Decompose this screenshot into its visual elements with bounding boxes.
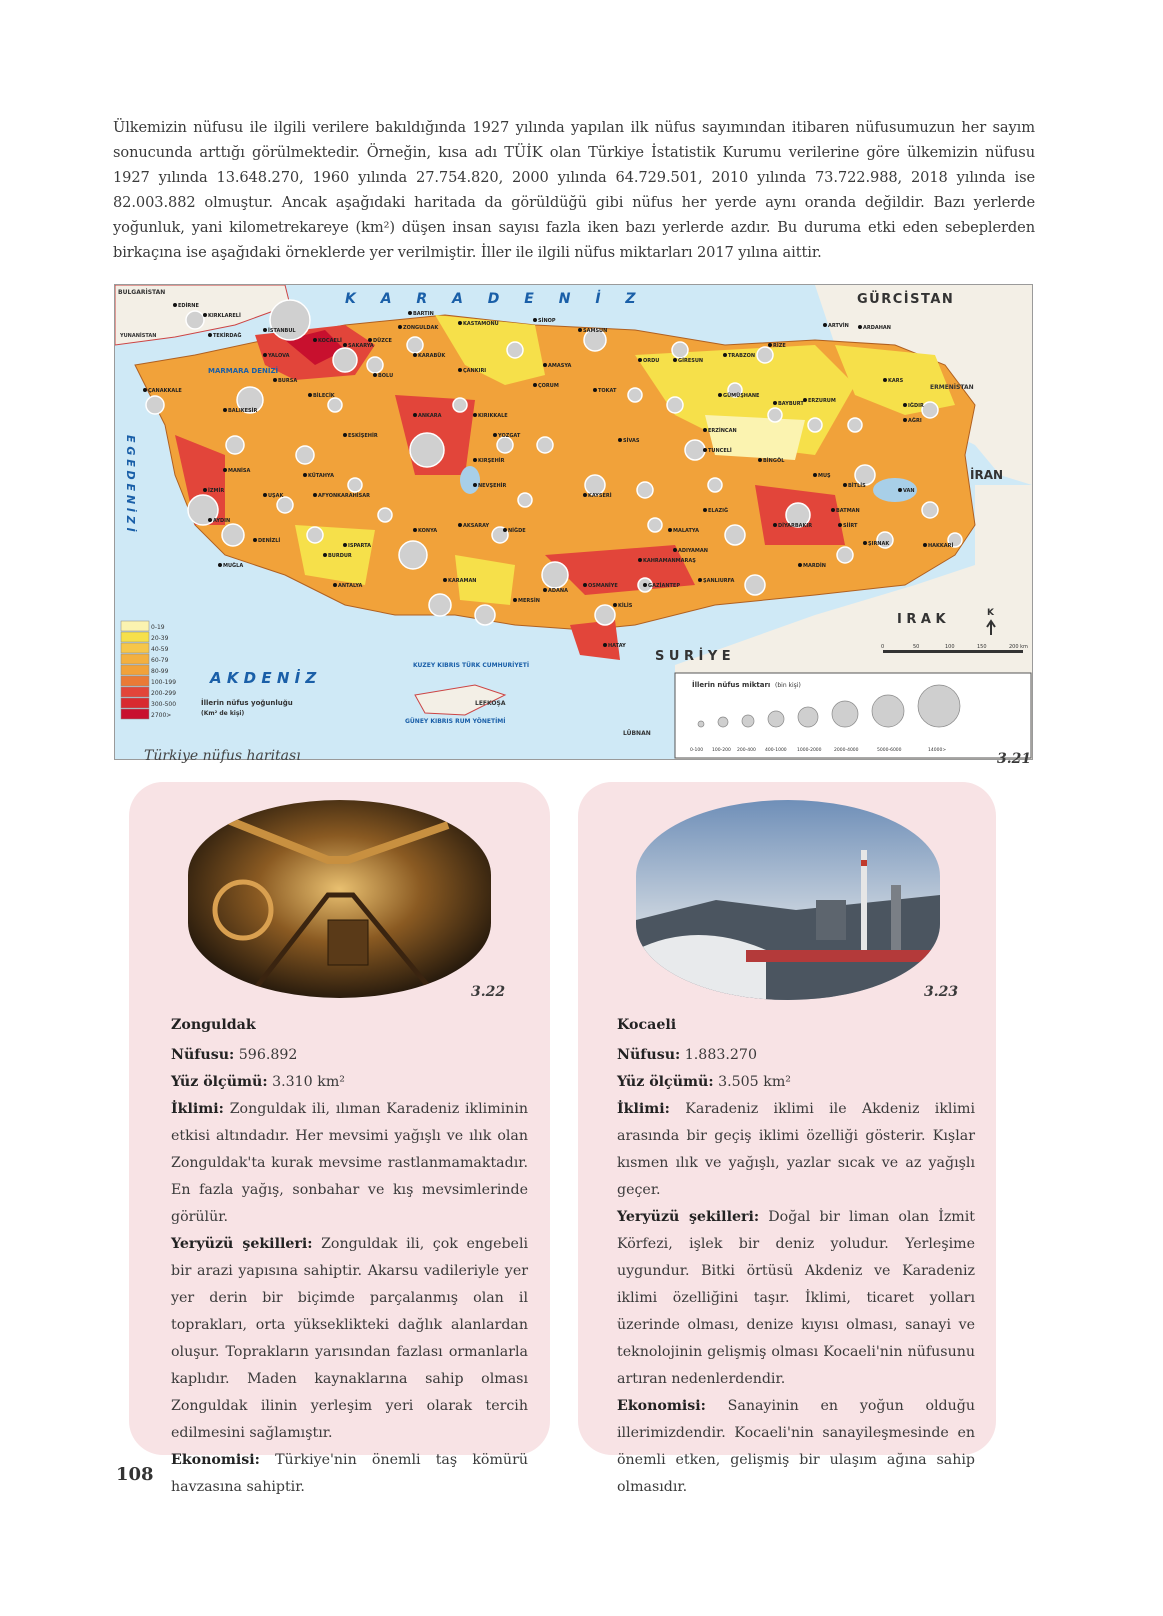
city-label: MARDİN bbox=[803, 563, 826, 569]
city-dot bbox=[673, 548, 677, 552]
city-dot bbox=[273, 378, 277, 382]
kocaeli-climate-text: Karadeniz iklimi ile Akdeniz iklimi arasında bir geçiş iklimi özelliği gösterir. Kışlar kısmen ılık ve yağışlı, yazlar sıcak ve az yağışlı geçer. bbox=[617, 1101, 975, 1198]
refinery-photo bbox=[636, 800, 940, 1000]
city-label: ERZİNCAN bbox=[708, 428, 737, 434]
kocaeli-landforms-label: Yeryüzü şekilleri: bbox=[617, 1209, 760, 1225]
city-label: AĞRI bbox=[908, 418, 922, 424]
city-label: KARS bbox=[888, 378, 904, 384]
city-label: ERZURUM bbox=[808, 398, 836, 404]
population-map bbox=[114, 284, 1033, 760]
kocaeli-title: Kocaeli bbox=[617, 1017, 677, 1033]
city-label: MUĞLA bbox=[223, 563, 244, 569]
city-label: KOCAELİ bbox=[318, 338, 342, 344]
zonguldak-climate-text: Zonguldak ili, ılıman Karadeniz ikliminin etkisi altındadır. Her mevsimi yağışlı ve ılık olan Zonguldak'ta kurak mevsime rastlanmamaktadır. En fazla yağış, sonbahar ve kış mevsimlerinde görülür. bbox=[171, 1101, 528, 1225]
city-label: VAN bbox=[903, 488, 915, 494]
page-number: 108 bbox=[116, 1464, 154, 1485]
population-circle bbox=[872, 695, 904, 727]
city-dot bbox=[343, 343, 347, 347]
city-label: MUŞ bbox=[818, 473, 831, 479]
city-label: BALIKESİR bbox=[228, 408, 258, 414]
city-label: DENİZLİ bbox=[258, 538, 281, 544]
population-class-label: 100-200 bbox=[712, 748, 731, 753]
city-label: ÇANAKKALE bbox=[148, 388, 182, 394]
city-label: İZMİR bbox=[208, 488, 225, 494]
city-label: IĞDIR bbox=[908, 403, 924, 409]
city-label: GÜMÜŞHANE bbox=[723, 393, 760, 399]
city-dot bbox=[593, 388, 597, 392]
city-label: EDİRNE bbox=[178, 303, 199, 309]
city-label: HAKKARİ bbox=[928, 543, 954, 549]
city-dot bbox=[578, 328, 582, 332]
city-dot bbox=[503, 528, 507, 532]
zonguldak-title: Zonguldak bbox=[171, 1017, 256, 1033]
density-class-label: 20-39 bbox=[151, 635, 169, 642]
city-label: TUNCELİ bbox=[708, 448, 732, 454]
population-legend-title: İllerin nüfus miktarı bbox=[692, 681, 771, 689]
photo-2-number: 3.23 bbox=[924, 984, 959, 1000]
city-dot bbox=[903, 403, 907, 407]
city-label: AMASYA bbox=[548, 363, 572, 369]
city-label: KARABÜK bbox=[418, 353, 446, 359]
zonguldak-population-label: Nüfusu: bbox=[171, 1047, 235, 1063]
density-class-label: 200-299 bbox=[151, 690, 177, 697]
city-dot bbox=[368, 338, 372, 342]
city-label: SİİRT bbox=[843, 523, 858, 529]
population-circle bbox=[718, 717, 728, 727]
kocaeli-area-value: 3.505 km² bbox=[718, 1074, 791, 1090]
city-label: MALATYA bbox=[673, 528, 699, 534]
city-label: OSMANİYE bbox=[588, 583, 618, 589]
city-label: SAMSUN bbox=[583, 328, 608, 334]
black-sea-label: K A R A D E N İ Z bbox=[345, 291, 646, 307]
city-label: UŞAK bbox=[268, 493, 284, 499]
city-dot bbox=[203, 488, 207, 492]
city-dot bbox=[643, 583, 647, 587]
city-label: ISPARTA bbox=[348, 543, 372, 549]
city-label: İSTANBUL bbox=[268, 328, 296, 334]
city-dot bbox=[543, 588, 547, 592]
city-dot bbox=[308, 393, 312, 397]
city-dot bbox=[638, 358, 642, 362]
mediterranean-label: A K D E N İ Z bbox=[210, 669, 317, 687]
city-dot bbox=[618, 438, 622, 442]
city-label: RİZE bbox=[773, 343, 786, 349]
city-dot bbox=[263, 328, 267, 332]
city-label: ADIYAMAN bbox=[678, 548, 708, 554]
population-circle bbox=[832, 701, 858, 727]
armenia-label: ERMENİSTAN bbox=[930, 384, 974, 391]
city-dot bbox=[583, 583, 587, 587]
city-label: NİĞDE bbox=[508, 528, 526, 534]
city-dot bbox=[823, 323, 827, 327]
greece-label: YUNANİSTAN bbox=[120, 333, 157, 339]
city-label: KIRKLARELİ bbox=[208, 313, 241, 319]
city-dot bbox=[923, 543, 927, 547]
zonguldak-economy-text: Türkiye'nin önemli taş kömürü havzasına sahiptir. bbox=[171, 1452, 528, 1495]
density-class-label: 60-79 bbox=[151, 657, 169, 664]
city-label: BURSA bbox=[278, 378, 298, 384]
city-dot bbox=[203, 313, 207, 317]
population-circle bbox=[798, 707, 818, 727]
city-dot bbox=[458, 368, 462, 372]
population-circle bbox=[698, 721, 704, 727]
mine-photo bbox=[188, 800, 491, 998]
city-dot bbox=[798, 563, 802, 567]
density-class-label: 100-199 bbox=[151, 679, 177, 686]
city-label: ANTALYA bbox=[338, 583, 363, 589]
city-dot bbox=[173, 303, 177, 307]
city-label: KASTAMONU bbox=[463, 321, 499, 327]
city-dot bbox=[863, 541, 867, 545]
city-label: BOLU bbox=[378, 373, 394, 379]
georgia-label: GÜRCİSTAN bbox=[857, 292, 955, 307]
city-label: KİLİS bbox=[618, 603, 633, 609]
population-class-label: 14000> bbox=[928, 748, 947, 753]
city-label: YALOVA bbox=[268, 353, 290, 359]
city-dot bbox=[703, 448, 707, 452]
population-class-label: 400-1000 bbox=[765, 748, 787, 753]
density-swatch bbox=[121, 654, 149, 664]
city-dot bbox=[493, 433, 497, 437]
scale-label: 50 bbox=[913, 644, 920, 650]
city-dot bbox=[208, 518, 212, 522]
city-dot bbox=[458, 523, 462, 527]
city-dot bbox=[373, 373, 377, 377]
city-dot bbox=[718, 393, 722, 397]
density-legend-unit: (Km² de kişi) bbox=[201, 710, 245, 717]
density-swatch bbox=[121, 698, 149, 708]
city-dot bbox=[513, 598, 517, 602]
bulgaria-label: BULGARİSTAN bbox=[118, 289, 166, 296]
syria-label: S U R İ Y E bbox=[655, 649, 731, 664]
city-dot bbox=[533, 383, 537, 387]
city-dot bbox=[543, 363, 547, 367]
city-dot bbox=[413, 413, 417, 417]
city-label: KONYA bbox=[418, 528, 438, 534]
density-swatch bbox=[121, 676, 149, 686]
zonguldak-climate-label: İklimi: bbox=[171, 1101, 224, 1117]
kocaeli-climate-label: İklimi: bbox=[617, 1101, 670, 1117]
density-class-label: 80-99 bbox=[151, 668, 169, 675]
city-label: BİLECİK bbox=[313, 393, 335, 399]
photo-1-number: 3.22 bbox=[471, 984, 506, 1000]
city-dot bbox=[773, 401, 777, 405]
city-label: AKSARAY bbox=[463, 523, 490, 529]
city-dot bbox=[583, 493, 587, 497]
city-label: SİVAS bbox=[623, 438, 640, 444]
zonguldak-text bbox=[171, 1012, 528, 1501]
density-swatch bbox=[121, 709, 149, 719]
city-dot bbox=[343, 543, 347, 547]
city-dot bbox=[898, 488, 902, 492]
city-dot bbox=[313, 493, 317, 497]
south-cyprus-label: GÜNEY KIBRIS RUM YÖNETİMİ bbox=[405, 718, 506, 725]
city-dot bbox=[703, 508, 707, 512]
city-dot bbox=[343, 433, 347, 437]
city-dot bbox=[263, 493, 267, 497]
city-dot bbox=[703, 428, 707, 432]
city-dot bbox=[831, 508, 835, 512]
city-label: ANKARA bbox=[418, 413, 442, 419]
city-label: ŞANLIURFA bbox=[703, 578, 735, 584]
density-swatch bbox=[121, 687, 149, 697]
city-label: KIRIKKALE bbox=[478, 413, 508, 419]
city-dot bbox=[473, 413, 477, 417]
population-circle bbox=[742, 715, 754, 727]
city-label: ELAZIĞ bbox=[708, 508, 729, 514]
kocaeli-text bbox=[617, 1012, 975, 1501]
city-dot bbox=[443, 578, 447, 582]
density-class-label: 0-19 bbox=[151, 624, 165, 631]
city-dot bbox=[698, 578, 702, 582]
city-dot bbox=[768, 343, 772, 347]
city-dot bbox=[253, 538, 257, 542]
city-dot bbox=[313, 338, 317, 342]
zonguldak-population-value: 596.892 bbox=[238, 1047, 298, 1063]
city-dot bbox=[668, 528, 672, 532]
north-arrow-label: K bbox=[987, 608, 994, 618]
city-label: ARTVİN bbox=[828, 323, 849, 329]
city-dot bbox=[223, 468, 227, 472]
city-label: MERSİN bbox=[518, 598, 540, 604]
city-label: KARAMAN bbox=[448, 578, 477, 584]
city-label: BARTIN bbox=[413, 311, 434, 317]
city-dot bbox=[858, 325, 862, 329]
city-label: YOZGAT bbox=[498, 433, 521, 439]
city-label: AYDIN bbox=[213, 518, 231, 524]
kocaeli-economy-label: Ekonomisi: bbox=[617, 1398, 706, 1414]
city-label: NEVŞEHİR bbox=[478, 483, 507, 489]
population-class-label: 2000-4000 bbox=[834, 748, 859, 753]
city-dot bbox=[143, 388, 147, 392]
population-circle bbox=[918, 685, 960, 727]
city-dot bbox=[413, 353, 417, 357]
zonguldak-economy-label: Ekonomisi: bbox=[171, 1452, 260, 1468]
city-label: BATMAN bbox=[836, 508, 860, 514]
intro-paragraph: Ülkemizin nüfusu ile ilgili verilere bakıldığında 1927 yılında yapılan ilk nüfus sayımından itibaren nüfusumuzun her sayım sonucunda arttığı görülmektedir. Örneğin, kısa adı TÜİK olan Türkiye İstatistik Kurumu verilerine göre ülkemizin nüfusu 1927 yılında 13.648.270, 1960 yılında 27.754.820, 2000 yılında 64.729.501, 2010 yılında 73.722.988, 2018 yılında ise 82.003.882 olmuştur. Ancak aşağıdaki haritada da görüldüğü gibi nüfus her yerde aynı oranda değildir. Bazı yerlerde yoğunluk, yani kilometrekareye (km²) düşen insan sayısı fazla iken bazı yerlerde azdır. Bu duruma etki eden sebeplerden birkaçına ise aşağıdaki örneklerde yer verilmiştir. İller ile ilgili nüfus miktarları 2017 yılına aittir. bbox=[113, 118, 1035, 261]
kocaeli-landforms-text: Doğal bir liman olan İzmit Körfezi, işlek bir deniz yoludur. Yerleşime uygundur. Bitki örtüsü Akdeniz ve Karadeniz iklimi özelliğini taşır. İklimi, ticaret yolları üzerinde olması, denize kıyısı olması, sanayi ve teknolojinin gelişmiş olması Kocaeli'nin nüfusunu artıran nedenlerdendir. bbox=[617, 1209, 975, 1387]
city-label: MANİSA bbox=[228, 468, 251, 474]
city-label: ARDAHAN bbox=[863, 325, 891, 331]
city-dot bbox=[218, 563, 222, 567]
population-class-label: 200-400 bbox=[737, 748, 756, 753]
population-class-label: 0-100 bbox=[690, 748, 704, 753]
aegean-label: E G E D E N İ Z İ bbox=[124, 435, 137, 532]
lebanon-label: LÜBNAN bbox=[623, 730, 651, 737]
city-dot bbox=[613, 603, 617, 607]
city-label: BİTLİS bbox=[848, 483, 866, 489]
zonguldak-area-label: Yüz ölçümü: bbox=[171, 1074, 268, 1090]
scale-label: 0 bbox=[881, 644, 885, 650]
marmara-label: MARMARA DENİZİ bbox=[208, 367, 279, 375]
city-label: ORDU bbox=[643, 358, 660, 364]
city-label: KIRŞEHİR bbox=[478, 458, 505, 464]
zonguldak-landforms-text: Zonguldak ili, çok engebeli bir arazi yapısına sahiptir. Akarsu vadileriyle yer yer derin bir biçimde parçalanmış olan il toprakları, orta yükseklikteki dağlık alanlardan oluşur. Toprakların yarısından fazlası ormanlarla kaplıdır. Maden kaynaklarına sahip olması Zonguldak ilinin yerleşim yeri olarak tercih edilmesini sağlamıştır. bbox=[171, 1236, 529, 1441]
city-label: BAYBURT bbox=[778, 401, 804, 407]
density-class-label: 300-500 bbox=[151, 701, 177, 708]
city-dot bbox=[773, 523, 777, 527]
city-dot bbox=[408, 311, 412, 315]
city-dot bbox=[638, 558, 642, 562]
density-swatch bbox=[121, 632, 149, 642]
city-dot bbox=[758, 458, 762, 462]
density-swatch bbox=[121, 665, 149, 675]
city-dot bbox=[673, 358, 677, 362]
density-swatch bbox=[121, 621, 149, 631]
iran-label: İRAN bbox=[970, 468, 1004, 482]
city-label: ESKİŞEHİR bbox=[348, 433, 378, 439]
kocaeli-population-value: 1.883.270 bbox=[684, 1047, 757, 1063]
map-figure-number: 3.21 bbox=[997, 751, 1032, 767]
scale-label: 200 km bbox=[1009, 644, 1028, 650]
city-label: ŞIRNAK bbox=[868, 541, 890, 547]
city-dot bbox=[838, 523, 842, 527]
city-label: DİYARBAKIR bbox=[778, 523, 813, 529]
city-dot bbox=[473, 483, 477, 487]
city-label: GAZİANTEP bbox=[648, 583, 681, 589]
kocaeli-area-label: Yüz ölçümü: bbox=[617, 1074, 714, 1090]
density-legend-title: İllerin nüfus yoğunluğu bbox=[201, 699, 293, 707]
scale-label: 150 bbox=[977, 644, 987, 650]
city-dot bbox=[223, 408, 227, 412]
city-label: BİNGÖL bbox=[763, 458, 785, 464]
city-dot bbox=[333, 583, 337, 587]
population-legend-unit: (bin kişi) bbox=[775, 682, 801, 689]
density-class-label: 40-59 bbox=[151, 646, 169, 653]
lefkosa-label: LEFKOŞA bbox=[475, 700, 506, 707]
city-label: GİRESUN bbox=[678, 358, 704, 364]
scale-label: 100 bbox=[945, 644, 955, 650]
city-dot bbox=[603, 643, 607, 647]
population-circle bbox=[768, 711, 784, 727]
city-label: KAYSERİ bbox=[588, 493, 612, 499]
city-label: ÇORUM bbox=[538, 383, 559, 389]
city-dot bbox=[458, 321, 462, 325]
city-dot bbox=[883, 378, 887, 382]
city-dot bbox=[843, 483, 847, 487]
density-swatch bbox=[121, 643, 149, 653]
population-class-label: 5000-6000 bbox=[877, 748, 902, 753]
city-label: TEKİRDAĞ bbox=[213, 333, 242, 339]
city-dot bbox=[303, 473, 307, 477]
city-label: SİNOP bbox=[538, 318, 556, 324]
city-dot bbox=[398, 325, 402, 329]
city-label: HATAY bbox=[608, 643, 626, 649]
map-caption: Türkiye nüfus haritası bbox=[144, 748, 301, 764]
city-label: TRABZON bbox=[728, 353, 756, 359]
city-label: ÇANKIRI bbox=[463, 368, 487, 374]
iraq-label: I R A K bbox=[897, 612, 946, 627]
density-class-label: 2700> bbox=[151, 712, 172, 719]
city-dot bbox=[723, 353, 727, 357]
city-dot bbox=[903, 418, 907, 422]
city-dot bbox=[263, 353, 267, 357]
city-label: KAHRAMANMARAŞ bbox=[643, 558, 696, 564]
city-label: ADANA bbox=[548, 588, 568, 594]
zonguldak-area-value: 3.310 km² bbox=[272, 1074, 345, 1090]
kocaeli-population-label: Nüfusu: bbox=[617, 1047, 681, 1063]
zonguldak-landforms-label: Yeryüzü şekilleri: bbox=[171, 1236, 313, 1252]
kktc-label: KUZEY KIBRIS TÜRK CUMHURİYETİ bbox=[413, 662, 530, 669]
city-label: AFYONKARAHİSAR bbox=[318, 493, 370, 499]
city-dot bbox=[413, 528, 417, 532]
city-dot bbox=[323, 553, 327, 557]
city-dot bbox=[208, 333, 212, 337]
city-label: KÜTAHYA bbox=[308, 473, 334, 479]
city-label: TOKAT bbox=[598, 388, 617, 394]
city-label: DÜZCE bbox=[373, 338, 392, 344]
city-dot bbox=[813, 473, 817, 477]
city-dot bbox=[533, 318, 537, 322]
kocaeli-economy-text: Sanayinin en yoğun olduğu illerimizdendir. Kocaeli'nin sanayileşmesinde en önemli etken, gelişmiş bir ulaşım ağına sahip olmasıdır. bbox=[617, 1398, 975, 1495]
city-label: SAKARYA bbox=[348, 343, 374, 349]
population-class-label: 1000-2000 bbox=[797, 748, 822, 753]
city-dot bbox=[473, 458, 477, 462]
city-label: BURDUR bbox=[328, 553, 352, 559]
city-label: ZONGULDAK bbox=[403, 325, 439, 331]
